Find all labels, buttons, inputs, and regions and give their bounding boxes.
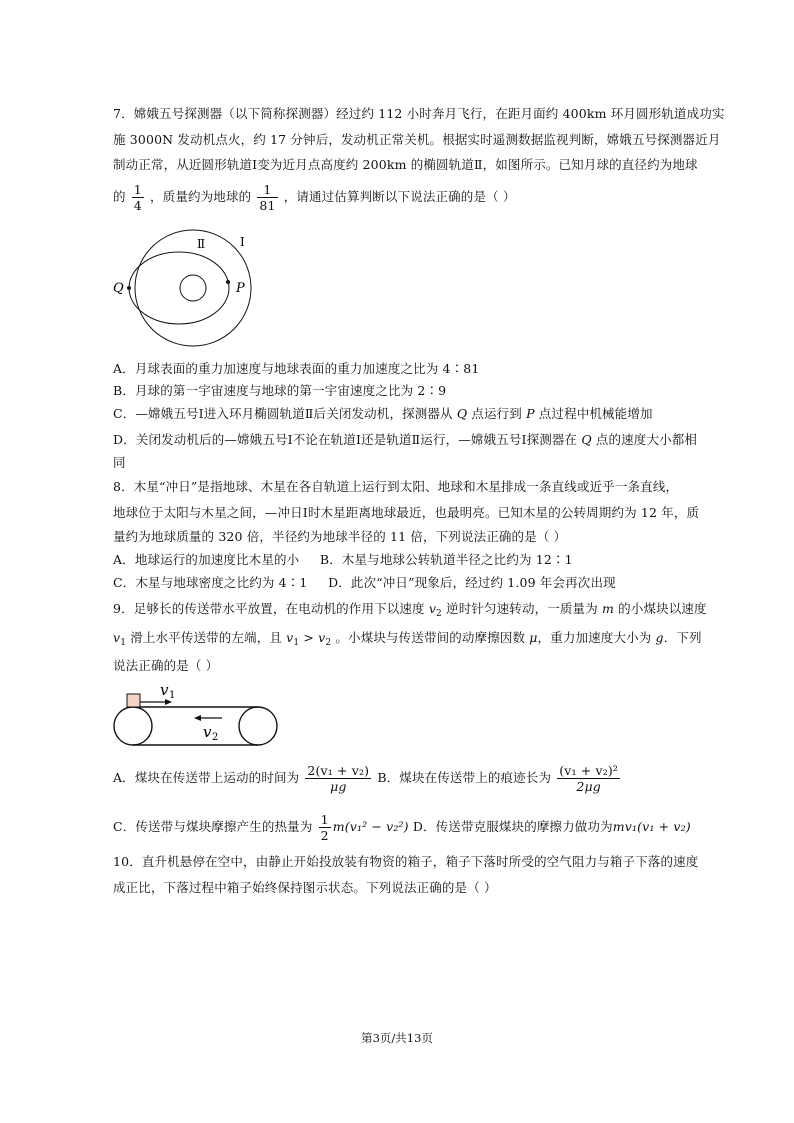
option-text: 点运行到 bbox=[467, 406, 527, 421]
elliptical-orbit-II bbox=[129, 252, 229, 324]
q7-line-1: 7．嫦娥五号探测器（以下简称探测器）经过约 112 小时奔月飞行，在距月面约 400km 环月圆形轨道成功实 bbox=[113, 106, 725, 121]
q7-option-b: B．月球的第一宇宙速度与地球的第一宇宙速度之比为 2∶9 bbox=[113, 383, 447, 398]
option-text: 点的速度大小都相 bbox=[591, 432, 698, 447]
orbit-diagram bbox=[108, 226, 268, 356]
fraction-denominator: μg bbox=[330, 779, 347, 794]
right-pulley bbox=[239, 707, 277, 745]
var-m: m bbox=[602, 601, 615, 616]
page-footer: 第3页/共13页 bbox=[361, 1031, 433, 1045]
conveyor-belt-diagram bbox=[110, 680, 285, 750]
fraction-quarter bbox=[132, 182, 144, 213]
var-v2: v bbox=[428, 601, 437, 616]
q8-options-cd: C．木星与地球密度之比约为 4∶1 D．此次“冲日”现象后，经过约 1.09 年会再次出现 bbox=[113, 575, 616, 590]
left-pulley bbox=[114, 707, 152, 745]
moon-circle bbox=[180, 275, 206, 301]
var-v1-sub: 1 bbox=[293, 638, 300, 648]
q9-line-2 bbox=[113, 630, 702, 651]
q8-line-1: 8．木星“冲日”是指地球、木星在各自轨道上运行到太阳、地球和木星排成一条直线或近乎一条直线， bbox=[113, 479, 679, 494]
fraction-one-81 bbox=[257, 182, 277, 213]
var-P: P bbox=[526, 406, 535, 421]
var-Q: Q bbox=[581, 432, 592, 447]
label-orbit-I: Ⅰ bbox=[240, 235, 245, 249]
var-v2-sub: 2 bbox=[436, 609, 442, 619]
fraction-denominator: 4 bbox=[133, 198, 142, 213]
label-v1: v bbox=[160, 681, 169, 699]
q10-line-2: 成正比，下落过程中箱子始终保持图示状态。下列说法正确的是（ ） bbox=[113, 880, 497, 895]
option-text: 点过程中机械能增加 bbox=[534, 406, 653, 421]
fraction-numerator: 1 bbox=[133, 182, 142, 197]
q9-text: 滑上水平传送带的左端，且 bbox=[126, 630, 287, 645]
q10-line-1: 10．直升机悬停在空中，由静止开始投放装有物资的箱子，箱子下落时所受的空气阻力与箱子下落的速度 bbox=[113, 854, 699, 869]
coal-block bbox=[127, 694, 140, 707]
circular-orbit-I bbox=[135, 230, 251, 346]
q9-text: 逆时针匀速转动，一质量为 bbox=[441, 601, 602, 616]
label-v2-sub: 2 bbox=[212, 732, 219, 743]
point-P-dot bbox=[226, 280, 230, 284]
q9-line-1 bbox=[113, 601, 707, 622]
var-v1: v bbox=[286, 630, 294, 645]
label-Q: Q bbox=[113, 281, 124, 296]
q7-line-3: 制动正常，从近圆形轨道Ⅰ变为近月点高度约 200km 的椭圆轨道Ⅱ，如图所示。已知月球的直径约为地球 bbox=[113, 157, 698, 172]
formula: mv₁(v₁ + v₂) bbox=[612, 819, 691, 834]
fraction-numerator: 1 bbox=[257, 182, 277, 198]
v2-arrow-head bbox=[194, 715, 201, 721]
q8-options-ab: A．地球运行的加速度比木星的小 B．木星与地球公转轨道半径之比约为 12∶1 bbox=[113, 552, 573, 567]
q9-options-cd bbox=[113, 810, 691, 844]
option-text: A．煤块在传送带上运动的时间为 bbox=[113, 770, 300, 785]
option-text: C．传送带与煤块摩擦产生的热量为 bbox=[113, 819, 313, 834]
option-text: B．煤块在传送带上的痕迹长为 bbox=[377, 770, 552, 785]
var-v1: v bbox=[113, 630, 121, 645]
option-text: C．—嫦娥五号Ⅰ进入环月椭圆轨道Ⅱ后关闭发动机，探测器从 bbox=[113, 406, 457, 421]
option-text: D．关闭发动机后的—嫦娥五号Ⅰ不论在轨道Ⅰ还是轨道Ⅱ运行，—嫦娥五号Ⅰ探测器在 bbox=[113, 432, 582, 447]
q7-option-d bbox=[113, 432, 698, 448]
var-Q: Q bbox=[456, 406, 468, 421]
q9-text: ，重力加速度大小为 bbox=[537, 630, 656, 645]
fraction-denominator: 81 bbox=[259, 198, 276, 213]
fraction-numerator: (v₁ + v₂)² bbox=[559, 763, 619, 778]
fraction-option-a bbox=[305, 763, 371, 794]
fraction-denominator: 2μg bbox=[576, 779, 601, 794]
option-text: D．传送带克服煤块的摩擦力做功为 bbox=[412, 819, 613, 834]
fraction-numerator: 2(v₁ + v₂) bbox=[307, 763, 370, 778]
fraction-option-b bbox=[557, 763, 620, 794]
formula: m(v₁² − v₂²) bbox=[332, 819, 409, 834]
var-v2: v bbox=[318, 630, 326, 645]
q9-text: 。小煤块与传送带间的动摩擦因数 bbox=[331, 630, 530, 645]
fraction-half bbox=[319, 812, 331, 843]
label-P: P bbox=[236, 281, 245, 296]
q7-option-c bbox=[113, 406, 683, 422]
q7-text: 的 bbox=[113, 189, 126, 204]
var-v1-sub: 1 bbox=[120, 638, 127, 648]
q7-option-a: A．月球表面的重力加速度与地球表面的重力加速度之比为 4∶81 bbox=[113, 361, 480, 376]
q7-option-d-cont: 同 bbox=[113, 455, 126, 470]
var-mu: μ bbox=[529, 630, 538, 645]
var-v2-sub: 2 bbox=[325, 638, 332, 648]
q7-line-4 bbox=[113, 180, 683, 214]
label-v1-sub: 1 bbox=[169, 690, 176, 701]
fraction-denominator: 2 bbox=[320, 828, 329, 843]
greater-than: > bbox=[299, 630, 319, 645]
label-orbit-II: Ⅱ bbox=[197, 237, 206, 251]
q7-line-2: 施 3000N 发动机点火，约 17 分钟后，发动机正常关机。根据实时遥测数据监视判断，嫦娥五号探测器近月 bbox=[113, 132, 721, 147]
q9-text: 9．足够长的传送带水平放置，在电动机的作用下以速度 bbox=[113, 601, 429, 616]
label-v2: v bbox=[203, 723, 212, 741]
var-g: g bbox=[655, 630, 664, 645]
q9-text: ．下列 bbox=[663, 630, 702, 645]
q8-line-2: 地球位于太阳与木星之间，—冲日Ⅰ时木星距离地球最近，也最明亮。已知木星的公转周期约为 12 年，质 bbox=[113, 505, 700, 520]
q9-options-ab bbox=[113, 758, 683, 798]
q7-text: ，质量约为地球的 bbox=[150, 189, 252, 204]
q7-text: ，请通过估算判断以下说法正确的是（ ） bbox=[283, 189, 516, 204]
point-Q-dot bbox=[127, 286, 131, 290]
q9-text: 的小煤块以速度 bbox=[614, 601, 707, 616]
q9-line-3: 说法正确的是（ ） bbox=[113, 658, 219, 673]
fraction-numerator: 1 bbox=[320, 812, 329, 827]
q8-line-3: 量约为地球质量的 320 倍，半径约为地球半径的 11 倍，下列说法正确的是（ ） bbox=[113, 529, 567, 544]
